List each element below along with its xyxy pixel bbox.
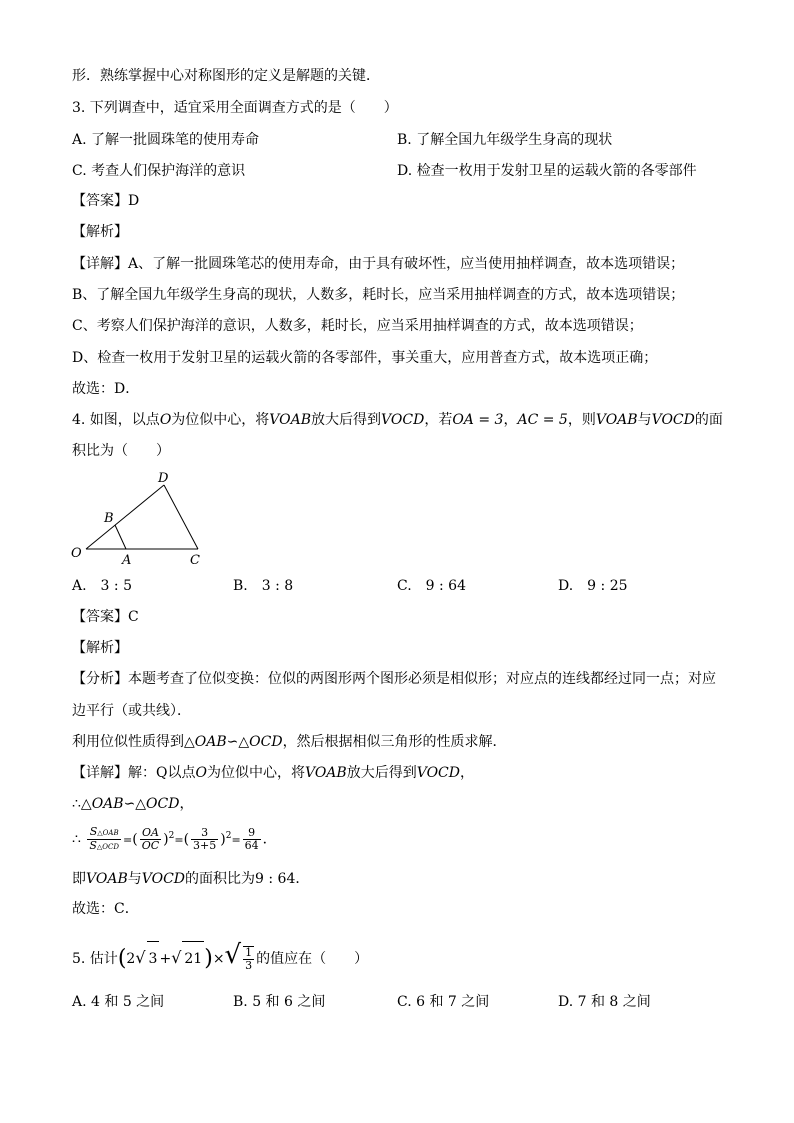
q4-detail-end: ， [460, 765, 474, 781]
q4-conclusion-b: 与 [127, 871, 142, 887]
paren-r-1: ) [163, 831, 169, 848]
q4-answer: 【答案】C [72, 609, 139, 625]
sqrt-icon-1: √ [135, 948, 146, 967]
q4-detail-tri1: VOAB [304, 765, 347, 781]
square-2: 2 [225, 831, 232, 841]
q3-detail-line-3: C、考察人们保护海洋的意识，人数多，耗时长，应当采用抽样调查的方式，故本选项错误； [72, 318, 643, 334]
q4-option-a: A. 3 : 5 [72, 578, 132, 594]
three: 3 [191, 827, 218, 840]
q4-detail-o: O [195, 765, 207, 781]
q4-use-b: ，然后根据相似三角形的性质求解． [282, 734, 507, 750]
q4-detail-a: 【详解】解：Q以点 [72, 765, 196, 781]
q4-conclusion-end: ． [295, 871, 310, 887]
q3-choice: 故选：D． [72, 381, 140, 397]
fig-line-od [86, 485, 164, 549]
fig-line-dc [164, 485, 198, 549]
q4-ratio-equation [72, 821, 277, 857]
q4-tri2-b: VOCD [651, 412, 695, 428]
q4-sep: ， [503, 412, 518, 428]
q4-fenxi-line-1: 【分析】本题考查了位似变换：位似的两图形两个图形必须是相似形；对应点的连线都经过同一点；对应 [72, 671, 716, 687]
fig-label-b: B [104, 511, 114, 526]
paren-l-1: ( [132, 831, 138, 848]
sixty-four: 64 [244, 839, 259, 853]
q4-fenxi-line-2: 边平行（或共线）． [72, 703, 191, 719]
q4-therefore-1 [72, 794, 193, 814]
q4-figure [66, 468, 216, 568]
q5-option-a: A. 4 和 5 之间 [72, 994, 165, 1010]
q3-option-c: C. 考查人们保护海洋的意识 [72, 163, 246, 179]
q4-conclusion [72, 869, 309, 889]
area-ratio-fraction [87, 826, 121, 853]
q4-stem-o: O [159, 412, 172, 428]
q4-detail-line [72, 763, 474, 783]
oa-oc-fraction [140, 827, 161, 852]
q4-tri1: VOAB [269, 412, 312, 428]
q4-use-a: 利用位似性质得到 [72, 734, 184, 750]
q5-one: 1 [245, 946, 253, 959]
three-plus-five: 3+5 [193, 839, 217, 853]
eq-period: ． [262, 831, 277, 848]
q4-detail-b: 为位似中心，将 [206, 765, 305, 781]
oc-sym: OC [141, 839, 160, 853]
fig-label-o: O [71, 546, 82, 561]
q3-answer: 【答案】D [72, 193, 140, 209]
q5-plus: + [159, 951, 172, 967]
fig-label-a: A [122, 553, 132, 568]
q5-option-b: B. 5 和 6 之间 [233, 994, 326, 1010]
q4-stem-g: 的面 [694, 412, 723, 428]
q4-therefore-1-sim: △OAB∽△OCD [80, 796, 180, 812]
q4-stem-a: 4. 如图，以点 [72, 412, 160, 428]
q4-stem-e: ，则 [567, 412, 596, 428]
q5-stem [72, 938, 368, 976]
q5-option-d: D. 7 和 8 之间 [558, 994, 651, 1010]
q5-paren-l: ( [117, 946, 127, 971]
q4-oa: OA = 3 [452, 412, 504, 428]
nine: 9 [243, 827, 261, 840]
q3-detail-line-4: D、检查一枚用于发射卫星的运载火箭的各零部件，事关重大，应用普查方式，故本选项正确； [72, 350, 658, 366]
q4-stem-c: 放大后得到 [311, 412, 382, 428]
three-over-eight [191, 827, 218, 852]
q5-stem-b: 的值应在（ ） [256, 951, 369, 967]
q3-stem: 3. 下列调查中，适宜采用全面调查方式的是（ ） [72, 100, 398, 116]
fig-line-ba [115, 525, 126, 549]
area-ratio-num: S△OAB [87, 826, 121, 840]
q3-option-d: D. 检查一枚用于发射卫星的运载火箭的各零部件 [397, 163, 697, 179]
area-ratio-den: S△OCD [89, 839, 120, 853]
q3-option-b: B. 了解全国九年级学生身高的现状 [397, 132, 613, 148]
q4-detail-tri2: VOCD [416, 765, 460, 781]
q4-conclusion-tri1: VOAB [86, 871, 128, 887]
oa-sym: OA [140, 827, 161, 840]
q4-therefore-1-prefix: ∴ [72, 796, 81, 812]
q4-detail-c: 放大后得到 [346, 765, 417, 781]
square-1: 2 [168, 831, 175, 841]
fig-label-c: C [190, 553, 200, 568]
fig-label-d: D [158, 471, 169, 486]
q4-option-c: C. 9 : 64 [397, 578, 467, 594]
q4-option-b: B. 3 : 8 [233, 578, 294, 594]
intro-text: 形．熟练掌握中心对称图形的定义是解题的关键． [72, 68, 380, 84]
q4-analysis-label: 【解析】 [72, 640, 128, 656]
q5-three: 3 [245, 959, 253, 972]
q4-choice: 故选：C． [72, 901, 139, 917]
q4-ac: AC = 5 [517, 412, 568, 428]
q3-analysis-label: 【解析】 [72, 224, 128, 240]
sqrt-icon-3: √ [224, 940, 242, 970]
q4-tri2: VOCD [381, 412, 425, 428]
q5-sqrt3: 3 [147, 941, 160, 976]
q5-one-third [243, 946, 254, 972]
q4-conclusion-tri2: VOCD [141, 871, 186, 887]
eq-1: = [123, 833, 133, 847]
q5-sqrt21: 21 [182, 941, 204, 976]
q5-paren-r: ) [204, 946, 213, 971]
q4-use-line [72, 732, 507, 752]
sqrt-icon-2: √ [171, 948, 182, 967]
paren-l-2: ( [183, 831, 190, 848]
q4-conclusion-c: 的面积比为 [185, 871, 256, 887]
q3-option-a: A. 了解一批圆珠笔的使用寿命 [72, 132, 260, 148]
q4-ratio: 9 : 64 [255, 871, 296, 887]
paren-r-2: ) [220, 831, 226, 848]
q4-therefore-1-end: ， [179, 796, 194, 812]
q4-stem-b: 为位似中心，将 [171, 412, 270, 428]
q5-option-c: C. 6 和 7 之间 [397, 994, 490, 1010]
eq-2: = [174, 833, 184, 847]
q4-stem-d: ，若 [424, 412, 453, 428]
eq-3: = [231, 833, 241, 847]
q4-therefore-2-prefix: ∴ [72, 831, 81, 848]
q4-tri1-b: VOAB [595, 412, 638, 428]
q4-conclusion-a: 即 [72, 871, 86, 887]
q4-option-d: D. 9 : 25 [558, 578, 628, 594]
q3-detail-line-1: 【详解】A、了解一批圆珠笔芯的使用寿命，由于具有破坏性，应当使用抽样调查，故本选项错误； [72, 256, 685, 272]
q5-stem-a: 5. 估计 [72, 951, 118, 967]
q4-stem-line-2: 积比为（ ） [72, 443, 170, 459]
q4-stem-line-1 [72, 410, 723, 430]
q5-times: × [212, 951, 225, 967]
q4-stem-f: 与 [637, 412, 652, 428]
q5-two: 2 [126, 951, 136, 967]
q3-detail-line-2: B、了解全国九年级学生身高的现状，人数多，耗时长，应当采用抽样调查的方式，故本选项错误； [72, 287, 685, 303]
nine-over-sixty-four [243, 827, 261, 852]
q4-sim: △OAB∽△OCD [184, 734, 283, 750]
